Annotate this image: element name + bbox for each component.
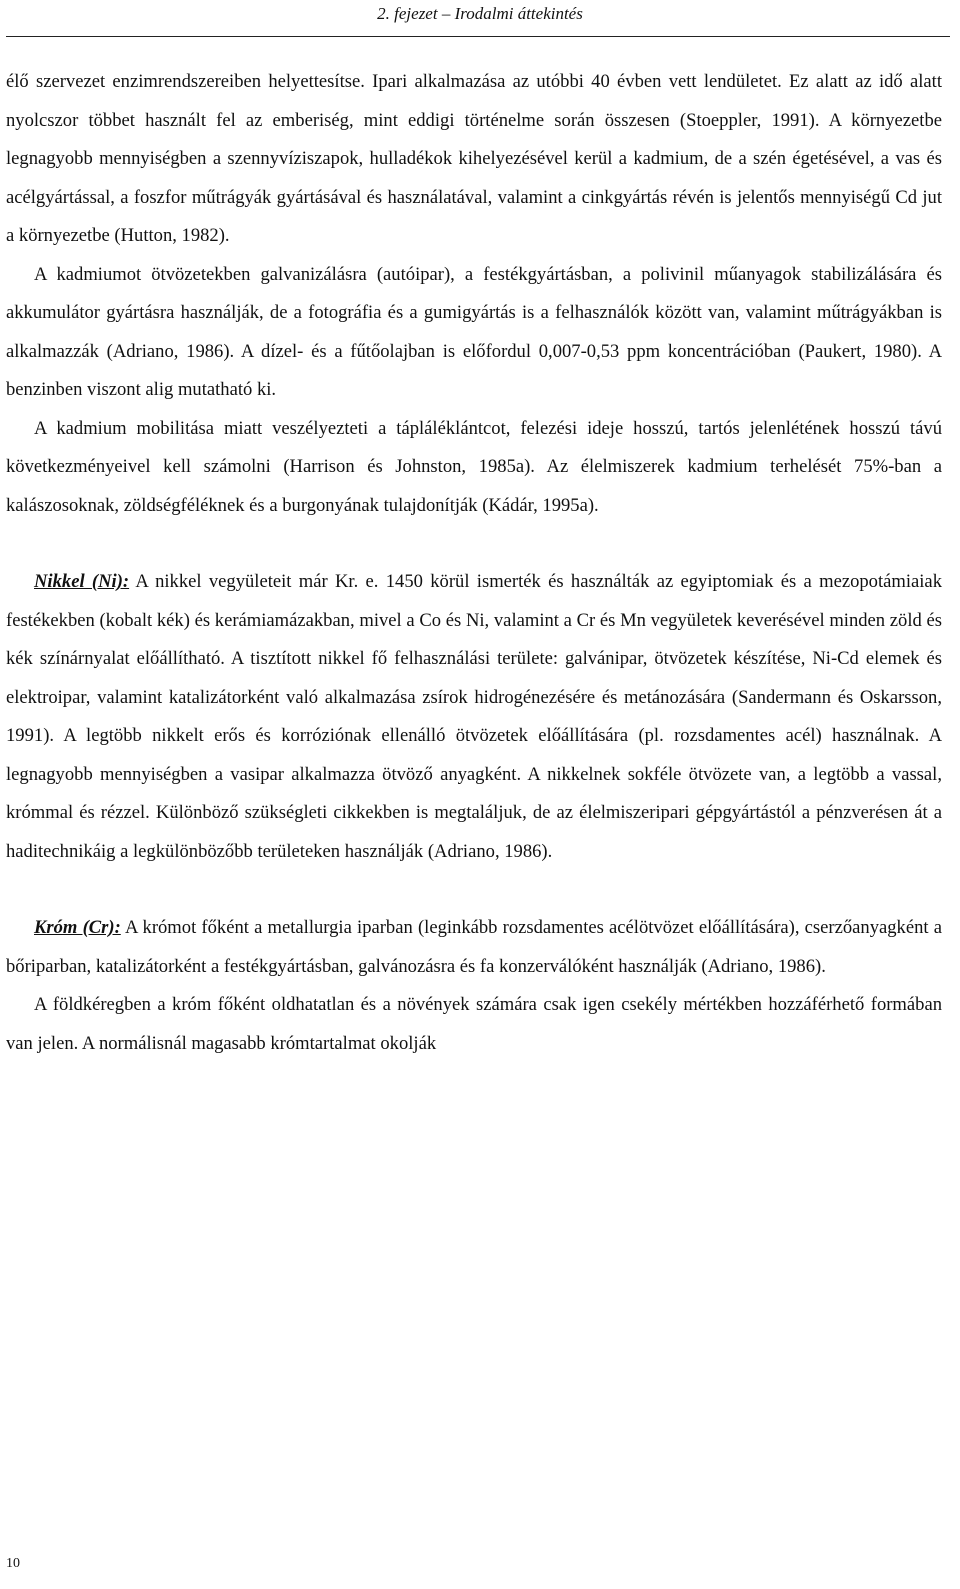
paragraph-cadmium-uses: A kadmiumot ötvözetekben galvanizálásra (autóipar), a festékgyártásban, a polivinil műanyagok stabilizálására és akkumulátor gyártásra használják, de a fotográfia és a gumigyártás is a felhasználók között van, valamint műtrágyákban is alkalmazzák (Adriano, 1986). A dízel- és a fűtőolajban is előfordul 0,007-0,53 ppm koncentrációban (Paukert, 1980). A benzinben viszont alig mutatható ki.	[6, 263, 942, 400]
page-number: 10	[6, 1556, 20, 1571]
paragraph-cadmium-mobility: A kadmium mobilitása miatt veszélyezteti a tápláléklántcot, felezési ideje hosszú, tartós jelenlétének hosszú távú következményeivel kell számolni (Harrison és Johnston, 1985a). Az élelmiszerek kadmium terhelését 75%-ban a kalászosoknak, zöldségféléknek és a burgonyának tulajdonítják (Kádár, 1995a).	[6, 417, 942, 516]
paragraph-chromium-text: A krómot főként a metallurgia iparban (leginkább rozsdamentes acélötvözet előállítására), cserzőanyagként a bőriparban, katalizátorként a festékgyártásban, galvánozásra és fa konzerválóként használják (Adriano, 1986).	[6, 917, 943, 977]
header-divider	[6, 36, 950, 37]
section-heading-nickel: Nikkel (Ni):	[34, 571, 130, 592]
paragraph-chromium-soil: A földkéregben a króm főként oldhatatlan és a növények számára csak igen csekély mértékben hozzáférhető formában van jelen. A normálisnál magasabb krómtartalmat okolják	[6, 994, 942, 1054]
paragraph-nickel-text: A nikkel vegyületeit már Kr. e. 1450 körül ismerték és használták az egyiptomiak és a mezopotámiaiak festékekben (kobalt kék) és kerámiamázakban, mivel a Co és Ni, valamint a Cr és Mn vegyületek keverésével minden zöld és kék színárnyalat előállítható. A tisztított nikkel fő felhasználási területe: galvánipar, ötvözetek készítése, Ni-Cd elemek és elektroipar, valamint katalizátorként való alkalmazása zsírok hidrogénezésére és metánozására (Sandermann és Oskarsson, 1991). A legtöbb nikkelt erős és korróziónak ellenálló ötvözetek előállítására (pl. rozsdamentes acél) használnak. A legnagyobb mennyiségben a vasipar alkalmazza ötvöző anyagként. A nikkelnek sokféle ötvözete van, a legtöbb a vassal, krómmal és rézzel. Különböző szükségleti cikkekben is megtaláljuk, de az élelmiszeripari gépgyártástól a pénzverésen át a haditechnikáig a legkülönbözőbb területeken használják (Adriano, 1986).	[6, 571, 942, 862]
running-header: 2. fejezet – Irodalmi áttekintés	[377, 4, 583, 23]
paragraph-cadmium-sources: élő szervezet enzimrendszereiben helyettesítse. Ipari alkalmazása az utóbbi 40 évben vett lendületet. Ez alatt az idő alatt nyolcszor többet használt fel az emberiség, mint eddigi történelme során összesen (Stoeppler, 1991). A környezetbe legnagyobb mennyiségben a szennyvíziszapok, hulladékok kihelyezésével kerül a kadmium, de a szén égetésével, a vas és acélgyártással, a foszfor műtrágyák gyártásával és használatával, valamint a cinkgyártás révén is jelentős mennyiségű Cd jut a környezetbe (Hutton, 1982).	[6, 71, 942, 246]
section-heading-chromium: Króm (Cr):	[34, 917, 121, 938]
paragraph-chromium	[6, 909, 942, 986]
paragraph-nickel	[6, 563, 942, 871]
document-body	[6, 63, 942, 1063]
